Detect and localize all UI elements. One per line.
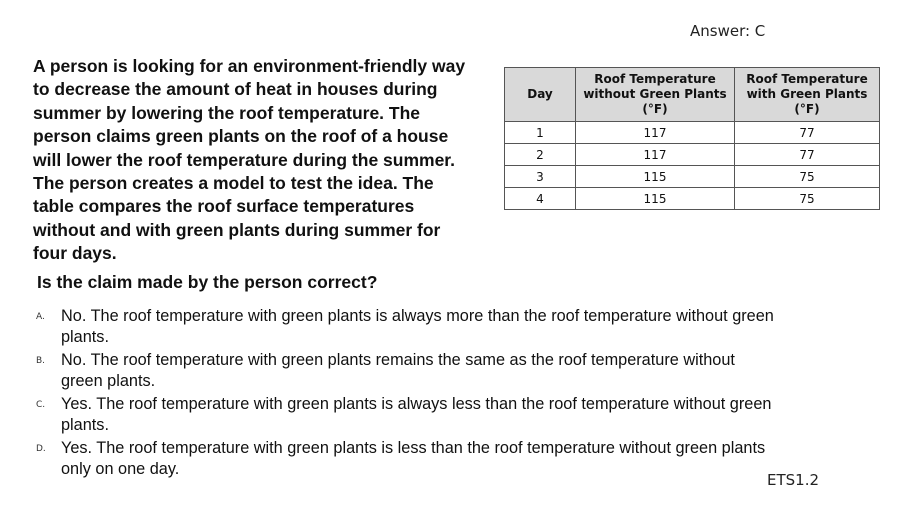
option-a[interactable]	[36, 306, 816, 347]
cell-without: 115	[576, 188, 735, 210]
scenario-line: summer by lowering the roof temperature. The	[33, 102, 421, 123]
scenario-line: person claims green plants on the roof of a house	[33, 126, 449, 147]
cell-day: 4	[505, 188, 576, 210]
cell-with: 75	[735, 188, 880, 210]
cell-without: 115	[576, 166, 735, 188]
scenario-line: table compares the roof surface temperatures	[33, 196, 415, 217]
scenario-line: to decrease the amount of heat in houses during	[33, 79, 438, 100]
option-letter: D.	[36, 444, 46, 454]
scenario-line: without and with green plants during summer for	[33, 219, 441, 240]
cell-with: 77	[735, 122, 880, 144]
option-text	[61, 394, 816, 435]
header-line: (°F)	[794, 102, 820, 116]
option-line: plants.	[61, 415, 109, 434]
header-line: Roof Temperature	[746, 72, 868, 86]
option-line: Yes. The roof temperature with green plants is less than the roof temperature without green plants	[61, 439, 766, 457]
standard-code: ETS1.2	[767, 471, 820, 489]
table-row	[505, 122, 880, 144]
scenario-line: The person creates a model to test the idea. The	[33, 173, 434, 194]
option-line: plants.	[61, 327, 109, 346]
cell-with: 77	[735, 144, 880, 166]
scenario-line: A person is looking for an environment-friendly way	[33, 56, 466, 76]
cell-with: 75	[735, 166, 880, 188]
scenario-line: four days.	[33, 243, 117, 264]
cell-day: 1	[505, 122, 576, 144]
answer-options	[36, 306, 816, 482]
option-line: green plants.	[61, 371, 156, 390]
table-row	[505, 188, 880, 210]
scenario-line: will lower the roof temperature during the summer.	[33, 149, 456, 170]
option-b[interactable]	[36, 350, 816, 391]
option-letter: C.	[36, 400, 46, 410]
answer-key: Answer: C	[690, 22, 766, 40]
roof-temperature-table	[504, 67, 880, 210]
option-d[interactable]	[36, 438, 816, 479]
header-line: (°F)	[642, 102, 668, 116]
header-line: without Green Plants	[583, 87, 727, 101]
cell-without: 117	[576, 122, 735, 144]
table-row	[505, 166, 880, 188]
cell-without: 117	[576, 144, 735, 166]
option-line: No. The roof temperature with green plants is always more than the roof temperature without green	[61, 307, 774, 325]
option-line: Yes. The roof temperature with green plants is always less than the roof temperature without green	[61, 395, 772, 413]
option-text	[61, 306, 816, 347]
header-line: Roof Temperature	[594, 72, 716, 86]
table-row	[505, 144, 880, 166]
option-text	[61, 438, 816, 479]
header-with-plants	[735, 68, 880, 122]
scenario-text	[33, 55, 485, 266]
header-line: with Green Plants	[746, 87, 868, 101]
option-c[interactable]	[36, 394, 816, 435]
option-letter: B.	[36, 356, 46, 366]
cell-day: 3	[505, 166, 576, 188]
option-line: only on one day.	[61, 459, 180, 478]
cell-day: 2	[505, 144, 576, 166]
question-text: Is the claim made by the person correct?	[37, 272, 378, 292]
header-without-plants	[576, 68, 735, 122]
option-line: No. The roof temperature with green plants remains the same as the roof temperature without	[61, 351, 735, 369]
table-header-row	[505, 68, 880, 122]
option-letter: A.	[36, 312, 45, 322]
option-text	[61, 350, 816, 391]
header-day: Day	[505, 68, 576, 122]
